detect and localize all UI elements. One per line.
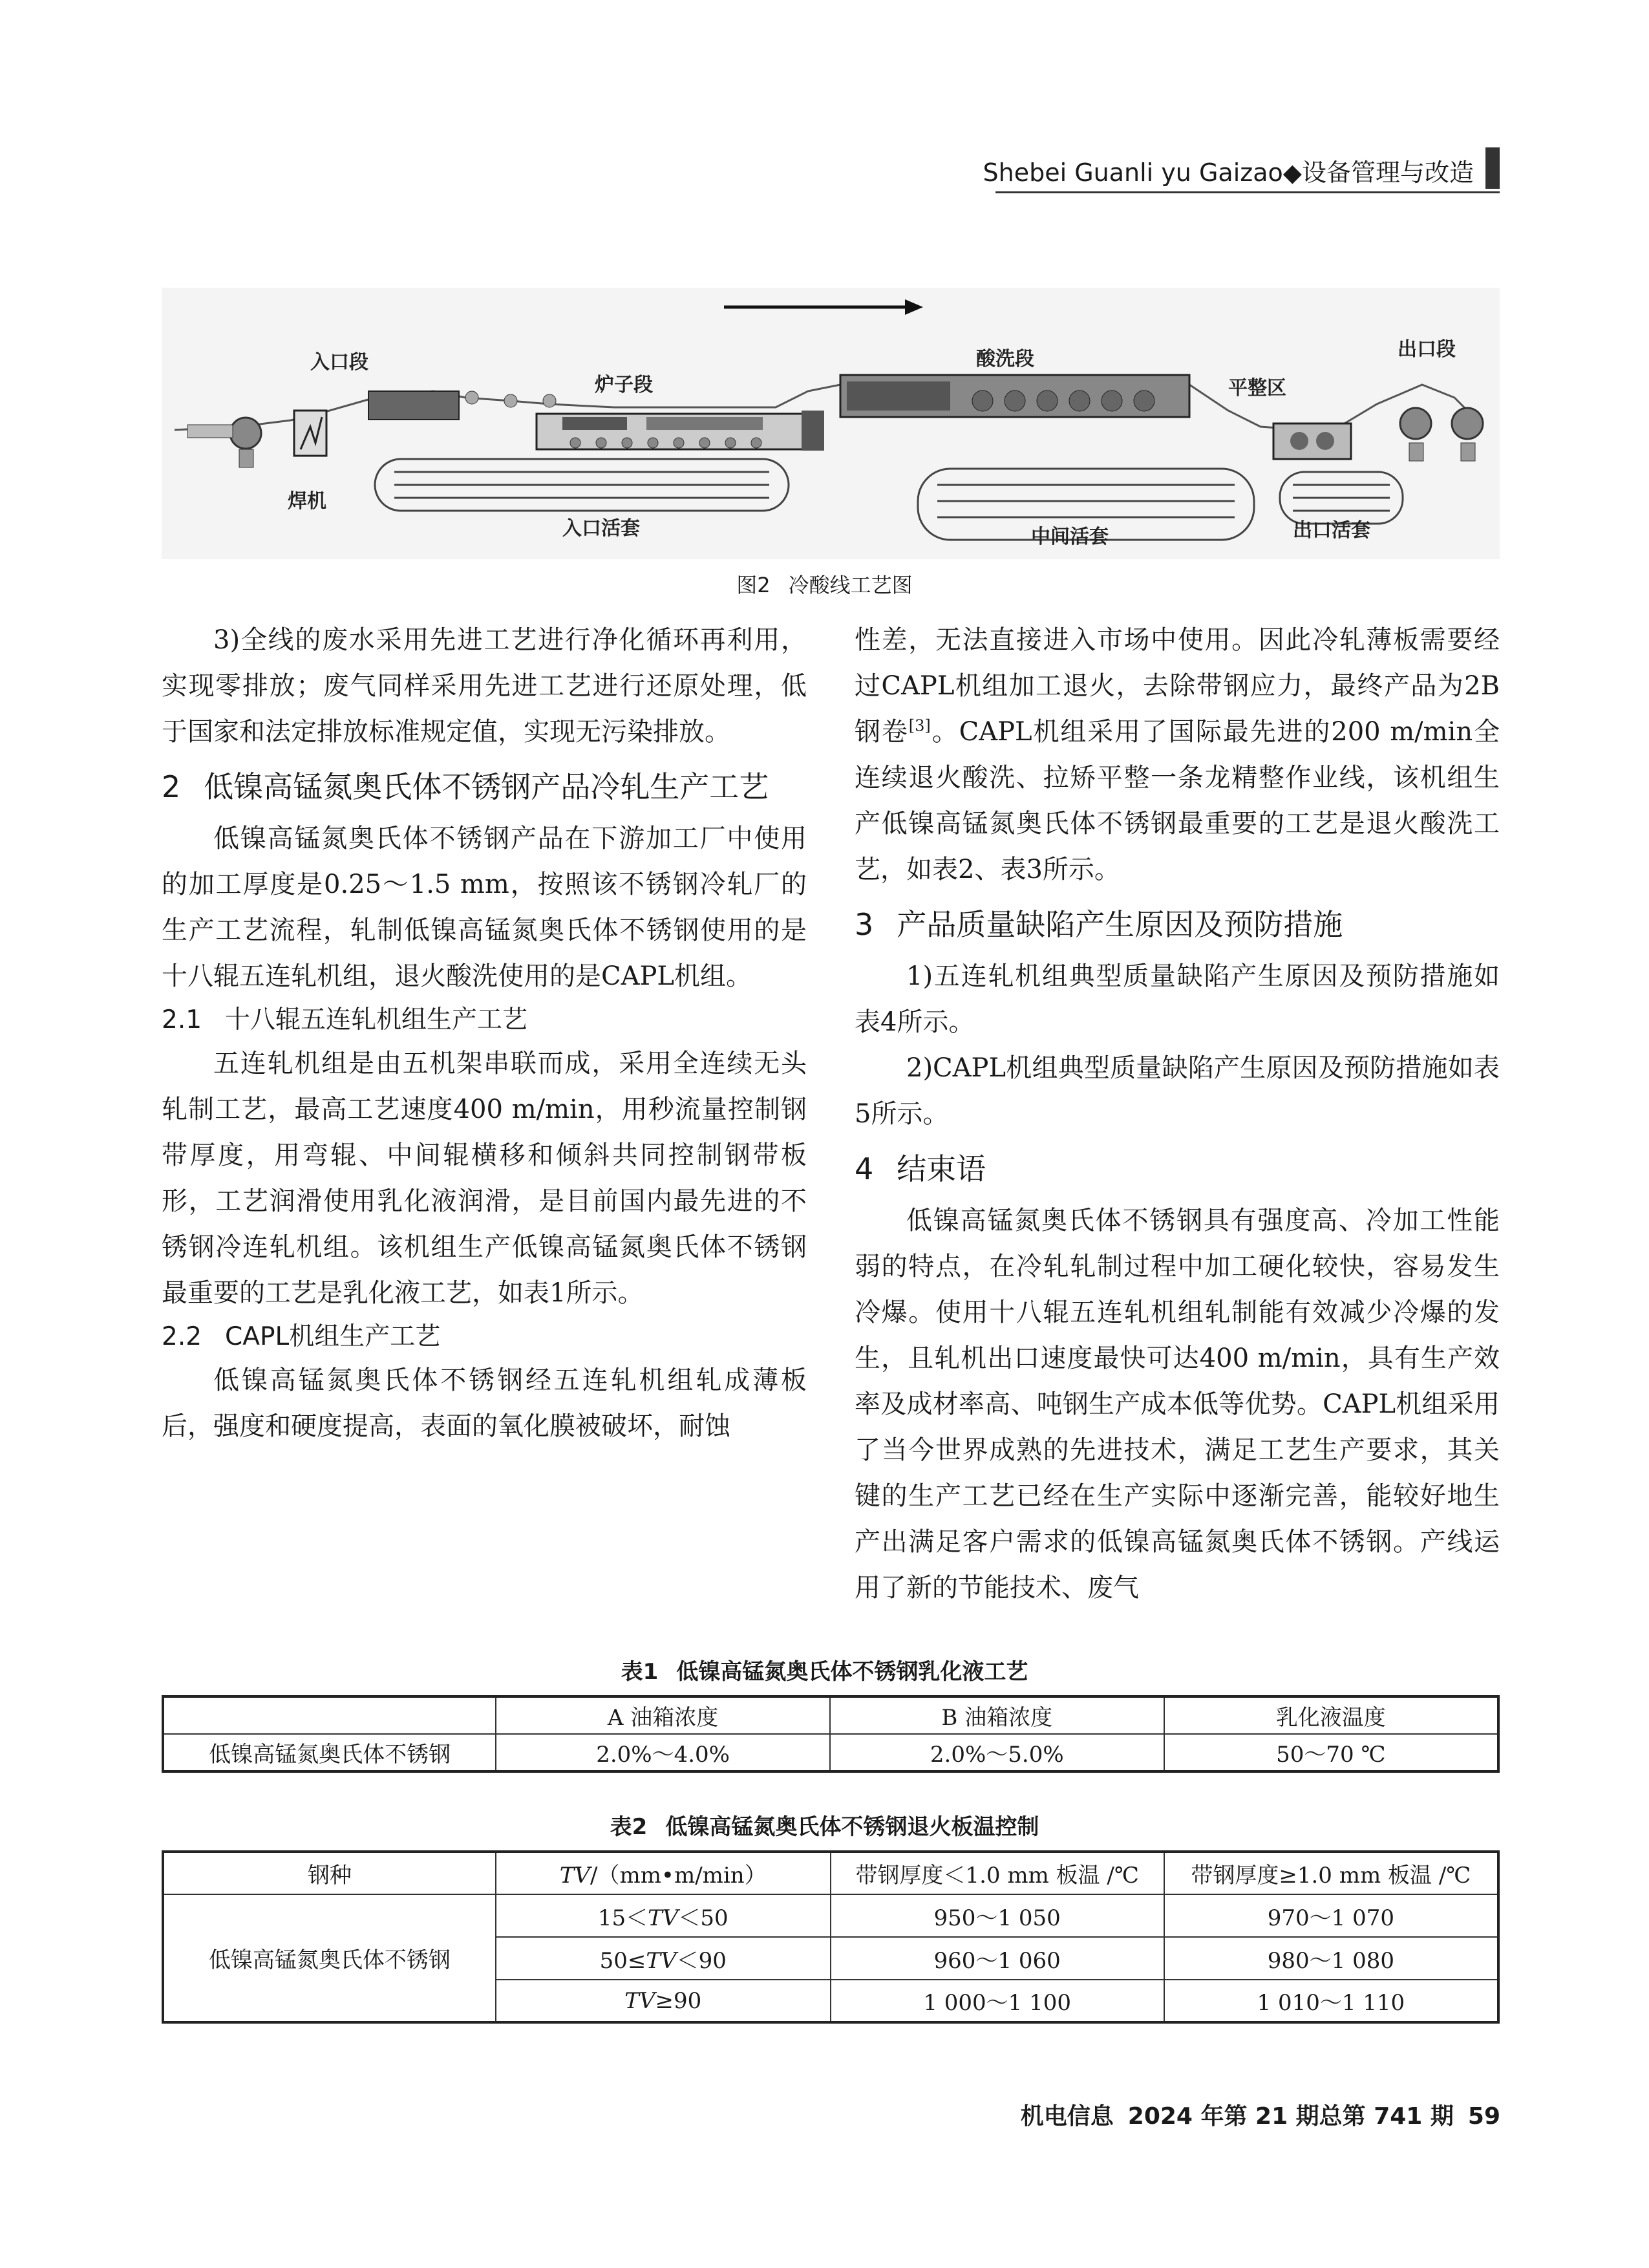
- table-cell: 960～1 060: [831, 1937, 1164, 1980]
- header-journal-pinyin: Shebei Guanli yu Gaizao: [983, 158, 1283, 187]
- table-cell-steel: 低镍高锰氮奥氏体不锈钢: [163, 1894, 496, 2022]
- section-number: 4: [855, 1151, 874, 1186]
- section-number: 3: [855, 907, 874, 942]
- process-line-figure: [162, 288, 1500, 559]
- page-number: 59: [1467, 2103, 1500, 2130]
- table-cell: [496, 1894, 831, 1937]
- tv-symbol: TV: [624, 1987, 655, 2014]
- citation-ref: [3]: [908, 716, 931, 735]
- tv-symbol: TV: [646, 1947, 677, 1974]
- paragraph-text: 。CAPL机组采用了国际最先进的200 m/min全连续退火酸洗、拉矫平整一条龙精整作业线，该机组生产低镍高锰氮奥氏体不锈钢最重要的工艺是退火酸洗工艺，如表2、表3所示。: [855, 717, 1500, 884]
- table-cell: 2.0%～4.0%: [496, 1734, 830, 1771]
- subsection-heading: [162, 1316, 807, 1358]
- label-exit: 出口段: [1398, 338, 1456, 361]
- table-header-row: [163, 1696, 1498, 1734]
- subsection-number: 2.1: [162, 1005, 202, 1034]
- paragraph: 2)CAPL机组典型质量缺陷产生原因及预防措施如表5所示。: [855, 1053, 1500, 1129]
- table-cell: 1 000～1 100: [831, 1980, 1164, 2022]
- label-pickling: 酸洗段: [976, 348, 1034, 370]
- label-welder: 焊机: [288, 490, 326, 513]
- page-footer: [1006, 2098, 1500, 2131]
- label-skinpass: 平整区: [1228, 377, 1286, 400]
- table-cell: 50～70 ℃: [1164, 1734, 1498, 1771]
- figure-number: 图2: [736, 573, 771, 597]
- table-cell: 2.0%～5.0%: [830, 1734, 1164, 1771]
- tv-prefix: 15＜: [597, 1905, 648, 1931]
- table-cell: 980～1 080: [1164, 1937, 1498, 1980]
- tv-suffix: ＜90: [676, 1947, 727, 1974]
- table-cell: 950～1 050: [831, 1894, 1164, 1937]
- table-cell: [496, 1937, 831, 1980]
- table-header-cell: A 油箱浓度: [496, 1696, 830, 1734]
- subsection-title: CAPL机组生产工艺: [225, 1322, 441, 1351]
- paragraph: 低镍高锰氮奥氏体不锈钢具有强度高、冷加工性能弱的特点，在冷轧轧制过程中加工硬化较快，容易发生冷爆。使用十八辊五连轧机组轧制能有效减少冷爆的发生，且轧机出口速度最快可达400 m/min，具有生产效率及成材率高、吨钢生产成本低等优势。CAPL机组采用了当今世界成熟的先进技术，满足工艺生产要求，其关键的生产工艺已经在生产实际中逐渐完善，能较好地生产出满足客户需求的低镍高锰氮奥氏体不锈钢。产线运用了新的节能技术、废气: [855, 1206, 1500, 1603]
- table1-number: 表1: [621, 1659, 659, 1685]
- table-cell: 970～1 070: [1164, 1894, 1498, 1937]
- subsection-heading: [162, 1000, 807, 1041]
- tv-unit: /（mm•m/min）: [590, 1863, 767, 1888]
- table-header-cell: 钢种: [163, 1852, 496, 1894]
- label-middle-looper: 中间活套: [1031, 526, 1109, 548]
- paragraph: 1)五连轧机组典型质量缺陷产生原因及预防措施如表4所示。: [855, 961, 1500, 1037]
- header-text: [983, 153, 1474, 188]
- section-number: 2: [162, 769, 181, 804]
- running-header: [983, 147, 1500, 189]
- table-row: [163, 1734, 1498, 1771]
- table2-number: 表2: [610, 1814, 648, 1840]
- table1-title: 低镍高锰氮奥氏体不锈钢乳化液工艺: [676, 1659, 1028, 1685]
- header-diamond: ◆: [1282, 158, 1302, 187]
- table-header-cell: [496, 1852, 831, 1894]
- paragraph: [855, 617, 1500, 893]
- footer-journal: 机电信息: [1020, 2103, 1114, 2130]
- table2-title: 低镍高锰氮奥氏体不锈钢退火板温控制: [665, 1814, 1039, 1840]
- table-header-row: [163, 1852, 1498, 1894]
- header-rule: [995, 191, 1500, 193]
- left-column: [162, 617, 807, 1450]
- table-cell: 低镍高锰氮奥氏体不锈钢: [163, 1734, 496, 1771]
- tv-symbol: TV: [559, 1863, 590, 1888]
- figure-caption: [0, 569, 1649, 599]
- process-line-diagram: [162, 288, 1500, 559]
- table-cell: 1 010～1 110: [1164, 1980, 1498, 2022]
- table2: [162, 1850, 1500, 2024]
- table1: [162, 1695, 1500, 1773]
- label-exit-looper: 出口活套: [1293, 519, 1370, 542]
- paragraph: 低镍高锰氮奥氏体不锈钢产品在下游加工厂中使用的加工厚度是0.25～1.5 mm，按照该不锈钢冷轧厂的生产工艺流程，轧制低镍高锰氮奥氏体不锈钢使用的是十八辊五连轧机组，退火酸洗使用的是CAPL机组。: [162, 824, 807, 991]
- tv-prefix: 50≤: [599, 1947, 646, 1974]
- paragraph: 低镍高锰氮奥氏体不锈钢经五连轧机组轧成薄板后，强度和硬度提高，表面的氧化膜被破坏，耐蚀: [162, 1365, 807, 1441]
- footer-issue: 2024 年第 21 期总第 741 期: [1127, 2103, 1454, 2130]
- label-entry-looper: 入口活套: [562, 517, 640, 540]
- table2-caption: [0, 1809, 1649, 1841]
- section-heading: [162, 764, 807, 809]
- header-section-title: 设备管理与改造: [1301, 158, 1474, 187]
- tv-suffix: ＜50: [678, 1905, 729, 1931]
- table-header-cell: B 油箱浓度: [830, 1696, 1164, 1734]
- section-title: 低镍高锰氮奥氏体不锈钢产品冷轧生产工艺: [204, 769, 769, 804]
- paragraph: 3)全线的废水采用先进工艺进行净化循环再利用，实现零排放；废气同样采用先进工艺进行还原处理，低于国家和法定排放标准规定值，实现无污染排放。: [162, 625, 807, 747]
- table1-caption: [0, 1654, 1649, 1685]
- subsection-number: 2.2: [162, 1322, 202, 1351]
- label-entry: 入口段: [310, 351, 368, 374]
- right-column: [855, 617, 1500, 1611]
- paragraph: 五连轧机组是由五机架串联而成，采用全连续无头轧制工艺，最高工艺速度400 m/min，用秒流量控制钢带厚度，用弯辊、中间辊横移和倾斜共同控制钢带板形，工艺润滑使用乳化液润滑，是目前国内最先进的不锈钢冷连轧机组。该机组生产低镍高锰氮奥氏体不锈钢最重要的工艺是乳化液工艺，如表1所示。: [162, 1049, 807, 1308]
- table-header-cell: 乳化液温度: [1164, 1696, 1498, 1734]
- section-heading: [855, 902, 1500, 947]
- tv-suffix: ≥90: [655, 1987, 702, 2014]
- section-title: 产品质量缺陷产生原因及预防措施: [897, 907, 1343, 942]
- table-header-cell: [163, 1696, 496, 1734]
- figure-caption-text: 冷酸线工艺图: [788, 573, 913, 597]
- header-bar: [1485, 147, 1500, 189]
- tv-symbol: TV: [648, 1905, 679, 1931]
- paragraph-text: 性差，无法直接进入市场中使用。因此冷轧薄板需要经过CAPL机组加工退火，去除带钢应力，最终产品为2B钢卷: [855, 625, 1500, 747]
- table-row: [163, 1894, 1498, 1937]
- section-title: 结束语: [897, 1151, 986, 1186]
- table-header-cell: 带钢厚度≥1.0 mm 板温 /℃: [1164, 1852, 1498, 1894]
- table-header-cell: 带钢厚度＜1.0 mm 板温 /℃: [831, 1852, 1164, 1894]
- label-furnace: 炉子段: [595, 374, 653, 396]
- subsection-title: 十八辊五连轧机组生产工艺: [225, 1005, 528, 1034]
- section-heading: [855, 1146, 1500, 1192]
- table-cell: [496, 1980, 831, 2022]
